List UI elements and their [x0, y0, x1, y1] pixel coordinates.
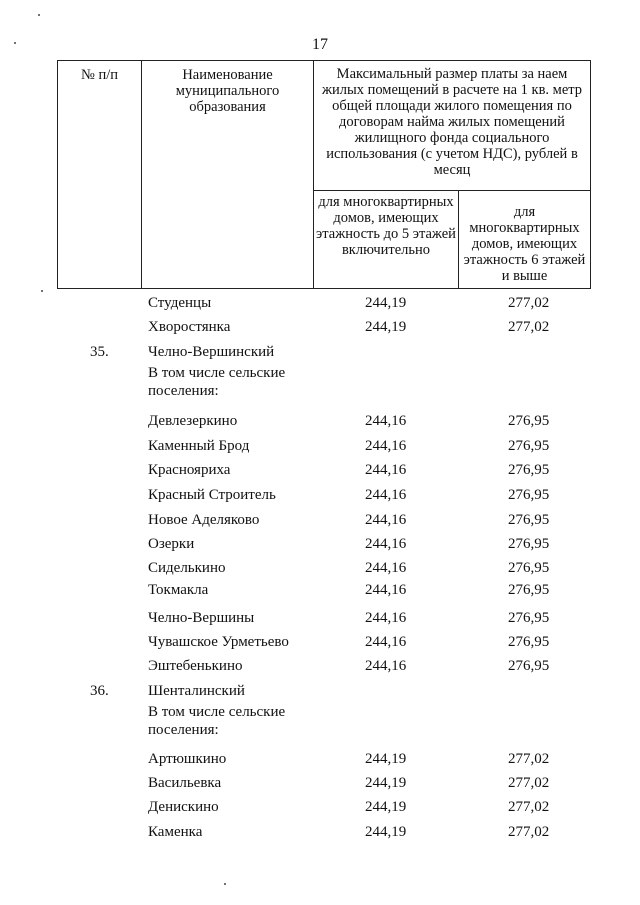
row-name: В том числе сельские поселения:: [148, 365, 286, 399]
scan-speck: [41, 290, 43, 292]
row-value-6-plus: 276,95: [508, 610, 550, 626]
row-name: Сиделькино: [148, 560, 226, 576]
row-name: Челно-Вершинский: [148, 344, 275, 360]
scan-speck: [224, 883, 226, 885]
row-value-up-to-5: 244,16: [365, 462, 407, 478]
row-value-up-to-5: 244,16: [365, 560, 407, 576]
row-name: Артюшкино: [148, 751, 227, 767]
row-name: Красный Строитель: [148, 487, 276, 503]
row-name: Каменный Брод: [148, 438, 250, 454]
row-value-6-plus: 276,95: [508, 462, 550, 478]
row-name: Озерки: [148, 536, 195, 552]
row-number: 35.: [90, 344, 109, 360]
row-value-6-plus: 277,02: [508, 319, 550, 335]
row-number: 36.: [90, 683, 109, 699]
row-value-6-plus: 277,02: [508, 775, 550, 791]
row-value-up-to-5: 244,16: [365, 487, 407, 503]
header-col-number: № п/п: [58, 61, 142, 289]
row-name: Студенцы: [148, 295, 212, 311]
header-col-name: Наименование муниципального образования: [142, 61, 314, 289]
row-value-up-to-5: 244,16: [365, 610, 407, 626]
row-value-6-plus: 277,02: [508, 824, 550, 840]
row-name: Шенталинский: [148, 683, 245, 699]
scan-speck: [14, 42, 16, 44]
row-name: Чувашское Урметьево: [148, 634, 289, 650]
row-name: Челно-Вершины: [148, 610, 255, 626]
row-value-up-to-5: 244,19: [365, 799, 407, 815]
row-value-up-to-5: 244,19: [365, 319, 407, 335]
row-value-6-plus: 276,95: [508, 658, 550, 674]
row-value-up-to-5: 244,19: [365, 751, 407, 767]
row-value-up-to-5: 244,16: [365, 634, 407, 650]
row-name: Новое Аделяково: [148, 512, 260, 528]
row-value-up-to-5: 244,16: [365, 512, 407, 528]
row-name: Хворостянка: [148, 319, 231, 335]
row-name: Васильевка: [148, 775, 222, 791]
row-value-6-plus: 276,95: [508, 560, 550, 576]
row-value-6-plus: 276,95: [508, 536, 550, 552]
row-name: Эштебенькино: [148, 658, 243, 674]
row-value-6-plus: 277,02: [508, 295, 550, 311]
row-value-6-plus: 277,02: [508, 799, 550, 815]
row-value-up-to-5: 244,16: [365, 536, 407, 552]
row-name: Каменка: [148, 824, 203, 840]
header-col-6-floors-and-above: для многоквартирных домов, имеющих этажность 6 этажей и выше: [459, 191, 591, 289]
row-value-up-to-5: 244,16: [365, 438, 407, 454]
row-name: Девлезеркино: [148, 413, 238, 429]
row-value-6-plus: 276,95: [508, 438, 550, 454]
row-value-up-to-5: 244,16: [365, 582, 407, 598]
row-value-up-to-5: 244,19: [365, 824, 407, 840]
row-value-6-plus: 276,95: [508, 582, 550, 598]
row-value-6-plus: 276,95: [508, 634, 550, 650]
row-value-6-plus: 277,02: [508, 751, 550, 767]
row-value-6-plus: 276,95: [508, 413, 550, 429]
scan-speck: [38, 14, 40, 16]
row-name: Денискино: [148, 799, 219, 815]
row-value-up-to-5: 244,19: [365, 775, 407, 791]
row-name: В том числе сельские поселения:: [148, 704, 286, 738]
page-number: 17: [312, 36, 328, 53]
row-value-up-to-5: 244,19: [365, 295, 407, 311]
row-value-up-to-5: 244,16: [365, 413, 407, 429]
row-name: Краснояриха: [148, 462, 231, 478]
header-col-up-to-5-floors: для многоквартирных домов, имеющих этажность до 5 этажей включительно: [314, 191, 459, 289]
row-value-up-to-5: 244,16: [365, 658, 407, 674]
header-col-max-payment: Максимальный размер платы за наем жилых помещений в расчете на 1 кв. метр общей площади жилого помещения по договорам найма жилых помещений жилищного фонда социального использования (с учетом НДС), рублей в месяц: [314, 61, 591, 191]
row-value-6-plus: 276,95: [508, 487, 550, 503]
row-name: Токмакла: [148, 582, 209, 598]
row-value-6-plus: 276,95: [508, 512, 550, 528]
